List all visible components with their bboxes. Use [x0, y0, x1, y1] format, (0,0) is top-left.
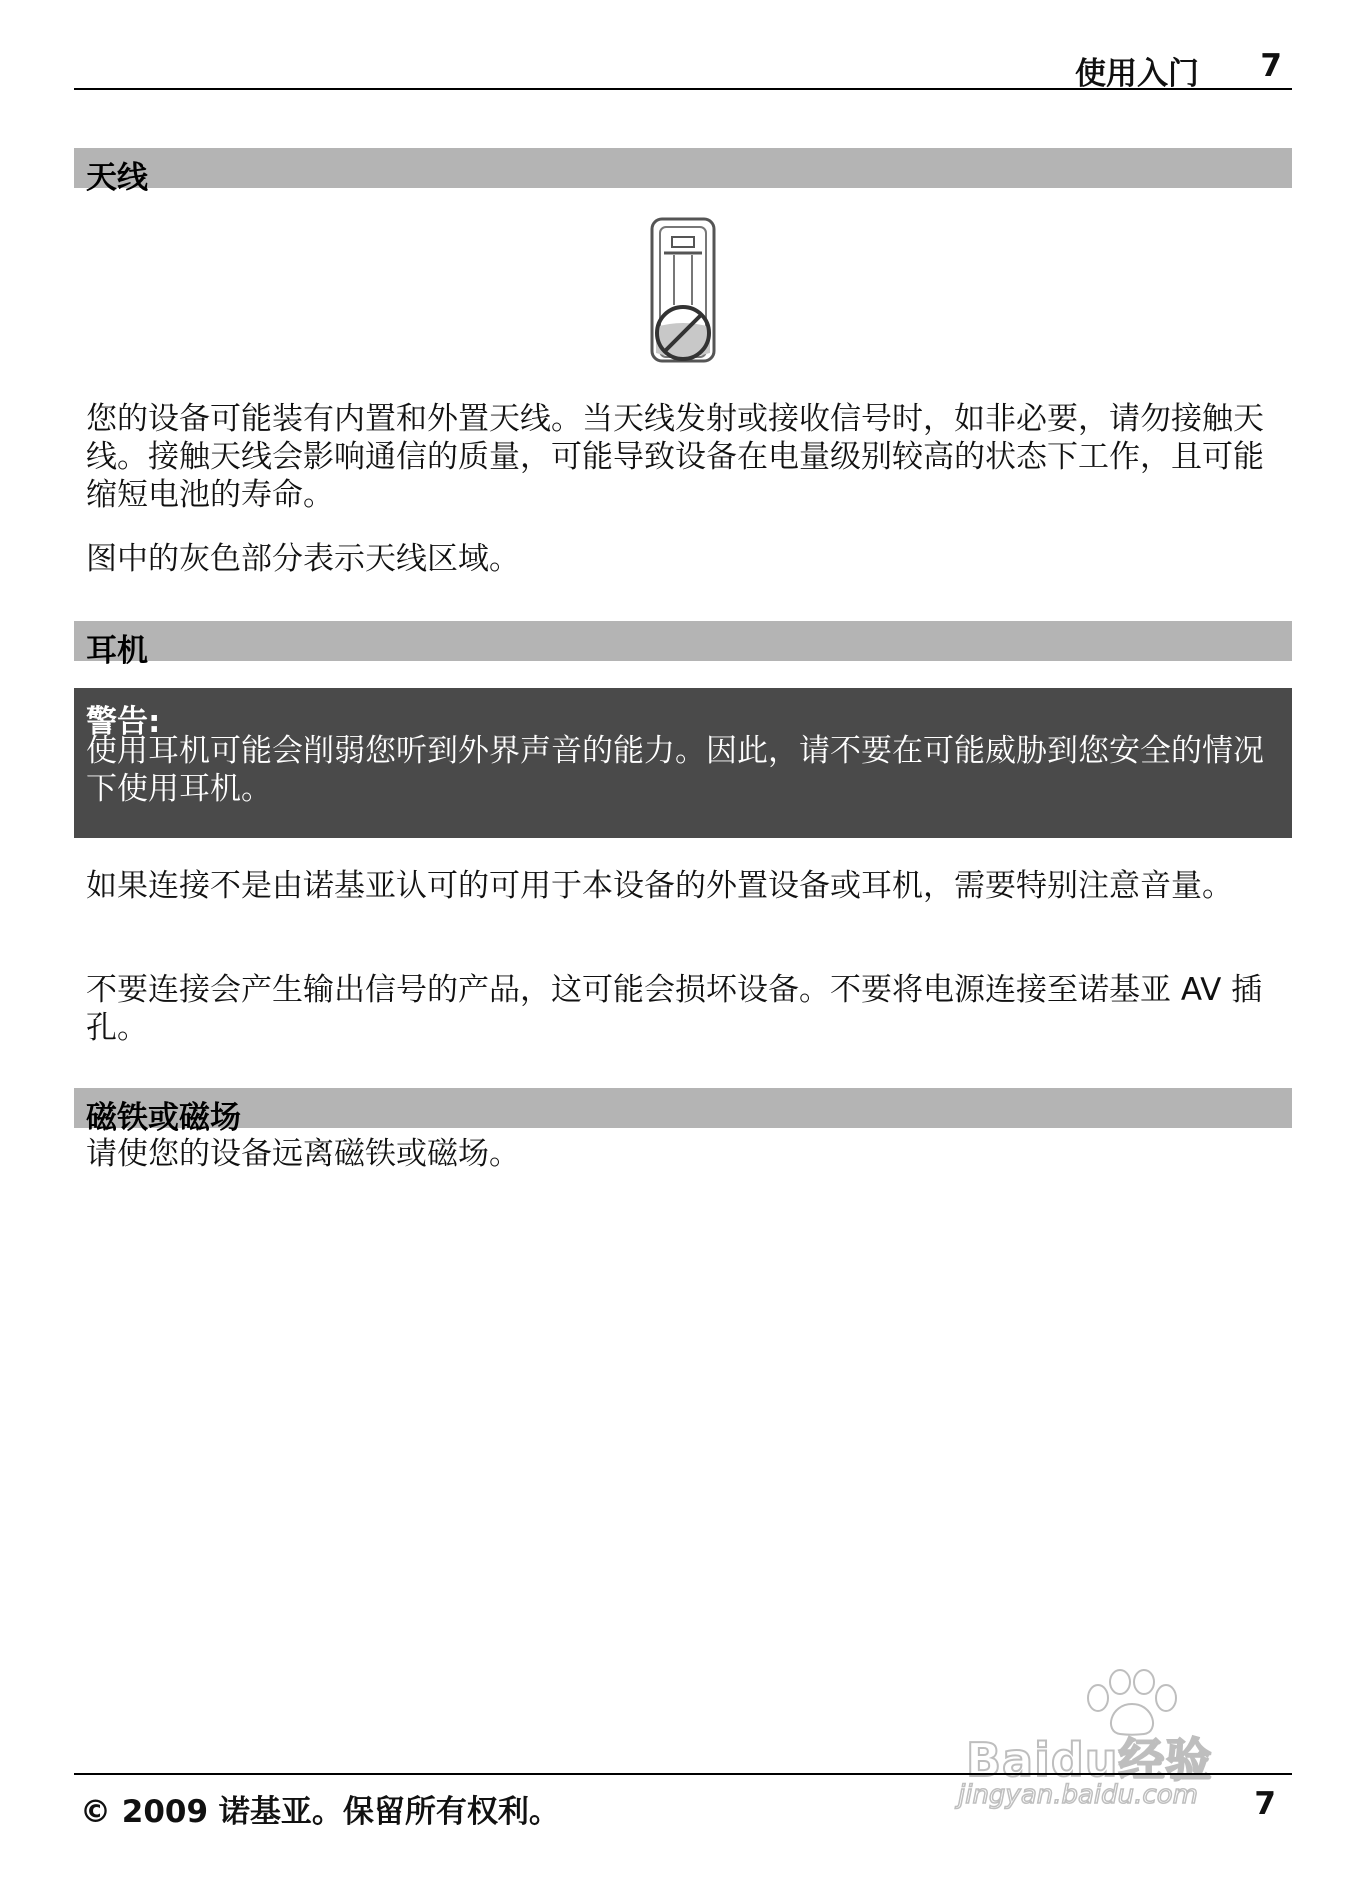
antenna-paragraph-1: 您的设备可能装有内置和外置天线。当天线发射或接收信号时，如非必要，请勿接触天线。接触天线会影响通信的质量，可能导致设备在电量级别较高的状态下工作，且可能缩短电池的寿命。: [86, 401, 1264, 513]
section-title-headset: 耳机: [86, 633, 148, 669]
section-title-antenna: 天线: [86, 160, 148, 196]
header-page-number: 7: [1260, 48, 1282, 84]
footer-copyright: © 2009 诺基亚。保留所有权利。: [80, 1794, 560, 1830]
headset-paragraph-1: 如果连接不是由诺基亚认可的可用于本设备的外置设备或耳机，需要特别注意音量。: [86, 868, 1233, 904]
warning-box: [74, 688, 1292, 838]
footer-divider: [74, 1773, 1292, 1775]
watermark-url: jingyan.baidu.com: [958, 1780, 1198, 1810]
antenna-area-icon: [640, 215, 726, 365]
section-heading-antenna: [74, 148, 1292, 196]
page-header: [74, 44, 1292, 90]
headset-paragraph-2: 不要连接会产生输出信号的产品，这可能会损坏设备。不要将电源连接至诺基亚 AV 插孔。: [86, 972, 1263, 1046]
warning-text: 使用耳机可能会削弱您听到外界声音的能力。因此，请不要在可能威胁到您安全的情况下使用耳机。: [86, 733, 1264, 807]
footer-page-number: 7: [1254, 1786, 1276, 1822]
section-title-magnets: 磁铁或磁场: [86, 1100, 241, 1136]
watermark-logo: Baidu经验: [966, 1733, 1213, 1787]
warning-title: 警告:: [86, 704, 161, 740]
section-heading-magnets: [74, 1088, 1292, 1136]
section-heading-headset: [74, 621, 1292, 669]
baidu-watermark: [958, 1668, 1278, 1808]
header-title: 使用入门: [1075, 56, 1199, 92]
magnets-paragraph-1: 请使您的设备远离磁铁或磁场。: [86, 1136, 520, 1172]
antenna-paragraph-2: 图中的灰色部分表示天线区域。: [86, 541, 520, 577]
